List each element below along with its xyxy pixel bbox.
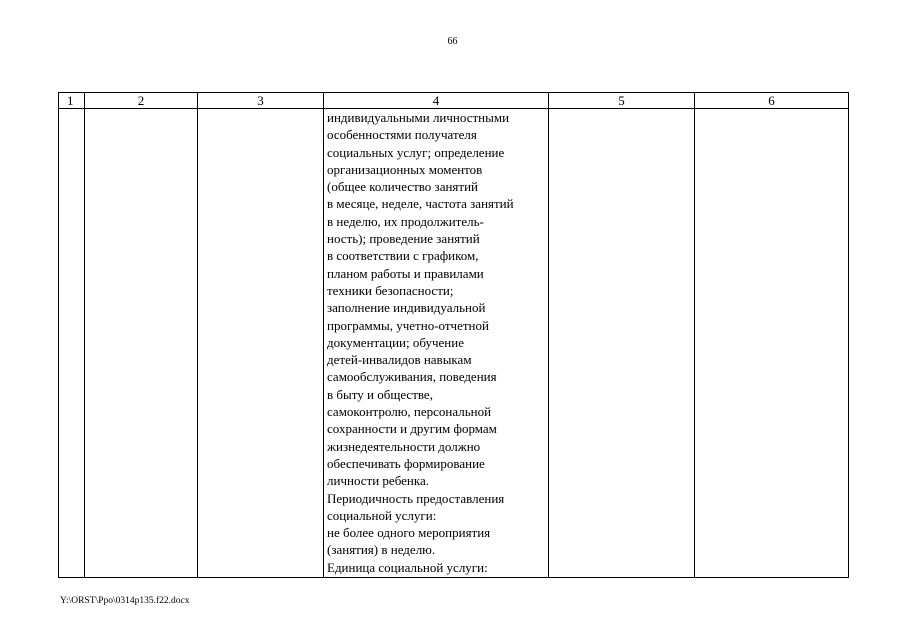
footer-file-path: Y:\ORST\Ppo\0314p135.f22.docx bbox=[60, 596, 190, 606]
text-line: самоконтролю, персональной bbox=[327, 404, 492, 420]
text-line: личности ребенка. bbox=[327, 473, 430, 489]
column-header-4: 4 bbox=[324, 93, 549, 109]
text-line: техники безопасности; bbox=[327, 282, 454, 298]
cell-col-2 bbox=[85, 109, 198, 578]
cell-col-4 bbox=[324, 109, 549, 578]
table-row bbox=[59, 109, 849, 578]
column-header-1: 1 bbox=[59, 93, 85, 109]
table-header-row bbox=[59, 93, 849, 109]
text-line: Единица социальной услуги: bbox=[327, 559, 488, 575]
text-line: Периодичность предоставления bbox=[327, 490, 505, 506]
text-line: сохранности и другим формам bbox=[327, 421, 497, 437]
column-header-2: 2 bbox=[85, 93, 198, 109]
text-line: социальной услуги: bbox=[327, 507, 437, 523]
cell-col-1 bbox=[59, 109, 85, 578]
text-line: организационных моментов bbox=[327, 161, 483, 177]
text-line: программы, учетно-отчетной bbox=[327, 317, 489, 333]
text-line: самообслуживания, поведения bbox=[327, 369, 497, 385]
text-line: в месяце, неделе, частота занятий bbox=[327, 196, 514, 212]
text-line: (занятия) в неделю. bbox=[327, 542, 436, 558]
cell-col-3 bbox=[198, 109, 324, 578]
text-line: социальных услуг; определение bbox=[327, 144, 505, 160]
text-line: в соответствии с графиком, bbox=[327, 248, 479, 264]
text-line: документации; обучение bbox=[327, 334, 464, 350]
text-line: жизнедеятельности должно bbox=[327, 438, 481, 454]
text-line: ность); проведение занятий bbox=[327, 231, 480, 247]
text-line: детей-инвалидов навыкам bbox=[327, 352, 472, 368]
column-header-6: 6 bbox=[695, 93, 849, 109]
text-line: планом работы и правилами bbox=[327, 265, 484, 281]
text-line: особенностями получателя bbox=[327, 127, 477, 143]
text-line: обеспечивать формирование bbox=[327, 455, 485, 471]
text-line: в неделю, их продолжитель- bbox=[327, 213, 484, 229]
page-number: 66 bbox=[447, 36, 458, 47]
service-description bbox=[324, 109, 548, 576]
services-table bbox=[58, 92, 849, 578]
text-line: (общее количество занятий bbox=[327, 179, 478, 195]
text-line: заполнение индивидуальной bbox=[327, 300, 486, 316]
column-header-3: 3 bbox=[198, 93, 324, 109]
text-line: не более одного мероприятия bbox=[327, 525, 491, 541]
cell-col-6 bbox=[695, 109, 849, 578]
column-header-5: 5 bbox=[549, 93, 695, 109]
text-line: индивидуальными личностными bbox=[327, 110, 510, 125]
text-line: в быту и обществе, bbox=[327, 386, 433, 402]
cell-col-5 bbox=[549, 109, 695, 578]
